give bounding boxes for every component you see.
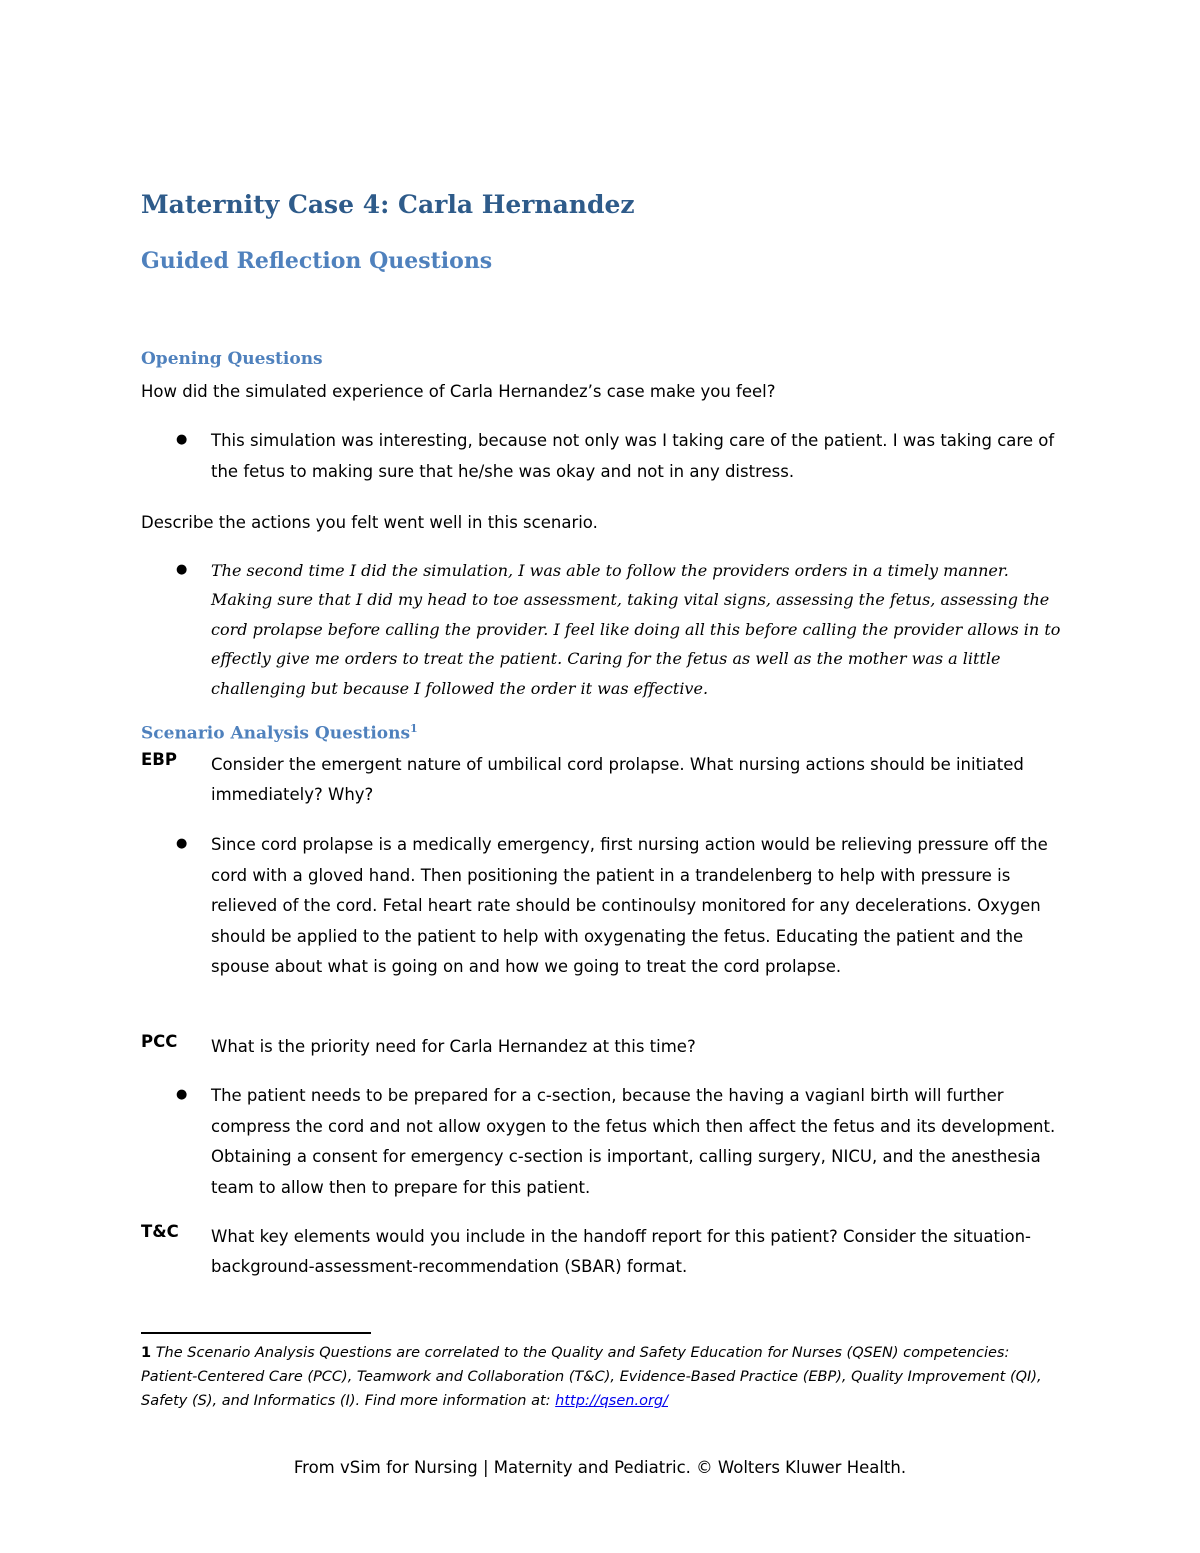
pcc-answer: The patient needs to be prepared for a c-section, because the having a vagianl birth will further compress the cord and not allow oxygen to the fetus which then affect the fetus and its development. Obtaining a consent for emergency c-section is important, calling surgery, NICU, and the anesthesia team to allow then to prepare for this patient. xyxy=(211,1086,1056,1197)
bullet-icon: ● xyxy=(176,562,188,577)
opening-question-2: Describe the actions you felt went well in this scenario. xyxy=(141,513,598,532)
ebp-label: EBP xyxy=(141,750,177,769)
footnote-text: The Scenario Analysis Questions are correlated to the Quality and Safety Education for Nurses (QSEN) competencies: Patient-Centered Care (PCC), Teamwork and Collaboration (T&C), Evidence-Based Practice (EBP), Quality Improvement (QI), Safety (S), and Informatics (I). Find more information at: xyxy=(141,1345,1042,1409)
pcc-label: PCC xyxy=(141,1032,178,1051)
footnote-number: 1 xyxy=(141,1345,152,1361)
footnote-divider xyxy=(141,1332,371,1334)
opening-answer-1: This simulation was interesting, because not only was I taking care of the patient. I was taking care of the fetus to making sure that he/she was okay and not in any distress. xyxy=(211,431,1055,481)
opening-answer-2: The second time I did the simulation, I was able to follow the providers orders in a timely manner. Making sure that I did my head to toe assessment, taking vital signs, assessing the fetus, assessing the cord prolapse before calling the provider. I feel like doing all this before calling the provider allows in to effectly give me orders to treat the patient. Caring for the fetus as well as the mother was a little challenging but because I followed the order it was effective. xyxy=(211,561,1061,698)
bullet-icon: ● xyxy=(176,836,188,851)
bullet-icon: ● xyxy=(176,432,188,447)
document-title: Maternity Case 4: Carla Hernandez xyxy=(141,190,635,219)
opening-question-1: How did the simulated experience of Carla Hernandez’s case make you feel? xyxy=(141,382,776,401)
ebp-question: Consider the emergent nature of umbilical cord prolapse. What nursing actions should be initiated immediately? Why? xyxy=(211,755,1024,804)
tc-label: T&C xyxy=(141,1222,179,1241)
opening-questions-heading: Opening Questions xyxy=(141,349,323,369)
tc-question: What key elements would you include in the handoff report for this patient? Consider the situation-background-assessment-recommendation (SBAR) format. xyxy=(211,1227,1032,1276)
scenario-analysis-heading-text: Scenario Analysis Questions xyxy=(141,723,411,744)
pcc-question: What is the priority need for Carla Hernandez at this time? xyxy=(211,1037,696,1056)
scenario-analysis-heading xyxy=(141,722,418,744)
ebp-answer: Since cord prolapse is a medically emergency, first nursing action would be relieving pressure off the cord with a gloved hand. Then positioning the patient in a trandelenberg to help with pressure is relieved of the cord. Fetal heart rate should be continoulsy monitored for any decelerations. Oxygen should be applied to the patient to help with oxygenating the fetus. Educating the patient and the spouse about what is going on and how we going to treat the cord prolapse. xyxy=(211,835,1048,976)
bullet-icon: ● xyxy=(176,1087,188,1102)
footnote xyxy=(141,1341,1051,1413)
qsen-link[interactable]: http://qsen.org/ xyxy=(555,1393,668,1409)
page-footer: From vSim for Nursing | Maternity and Pediatric. © Wolters Kluwer Health. xyxy=(293,1458,907,1477)
footnote-reference: 1 xyxy=(410,722,418,735)
document-subtitle: Guided Reflection Questions xyxy=(141,248,493,274)
